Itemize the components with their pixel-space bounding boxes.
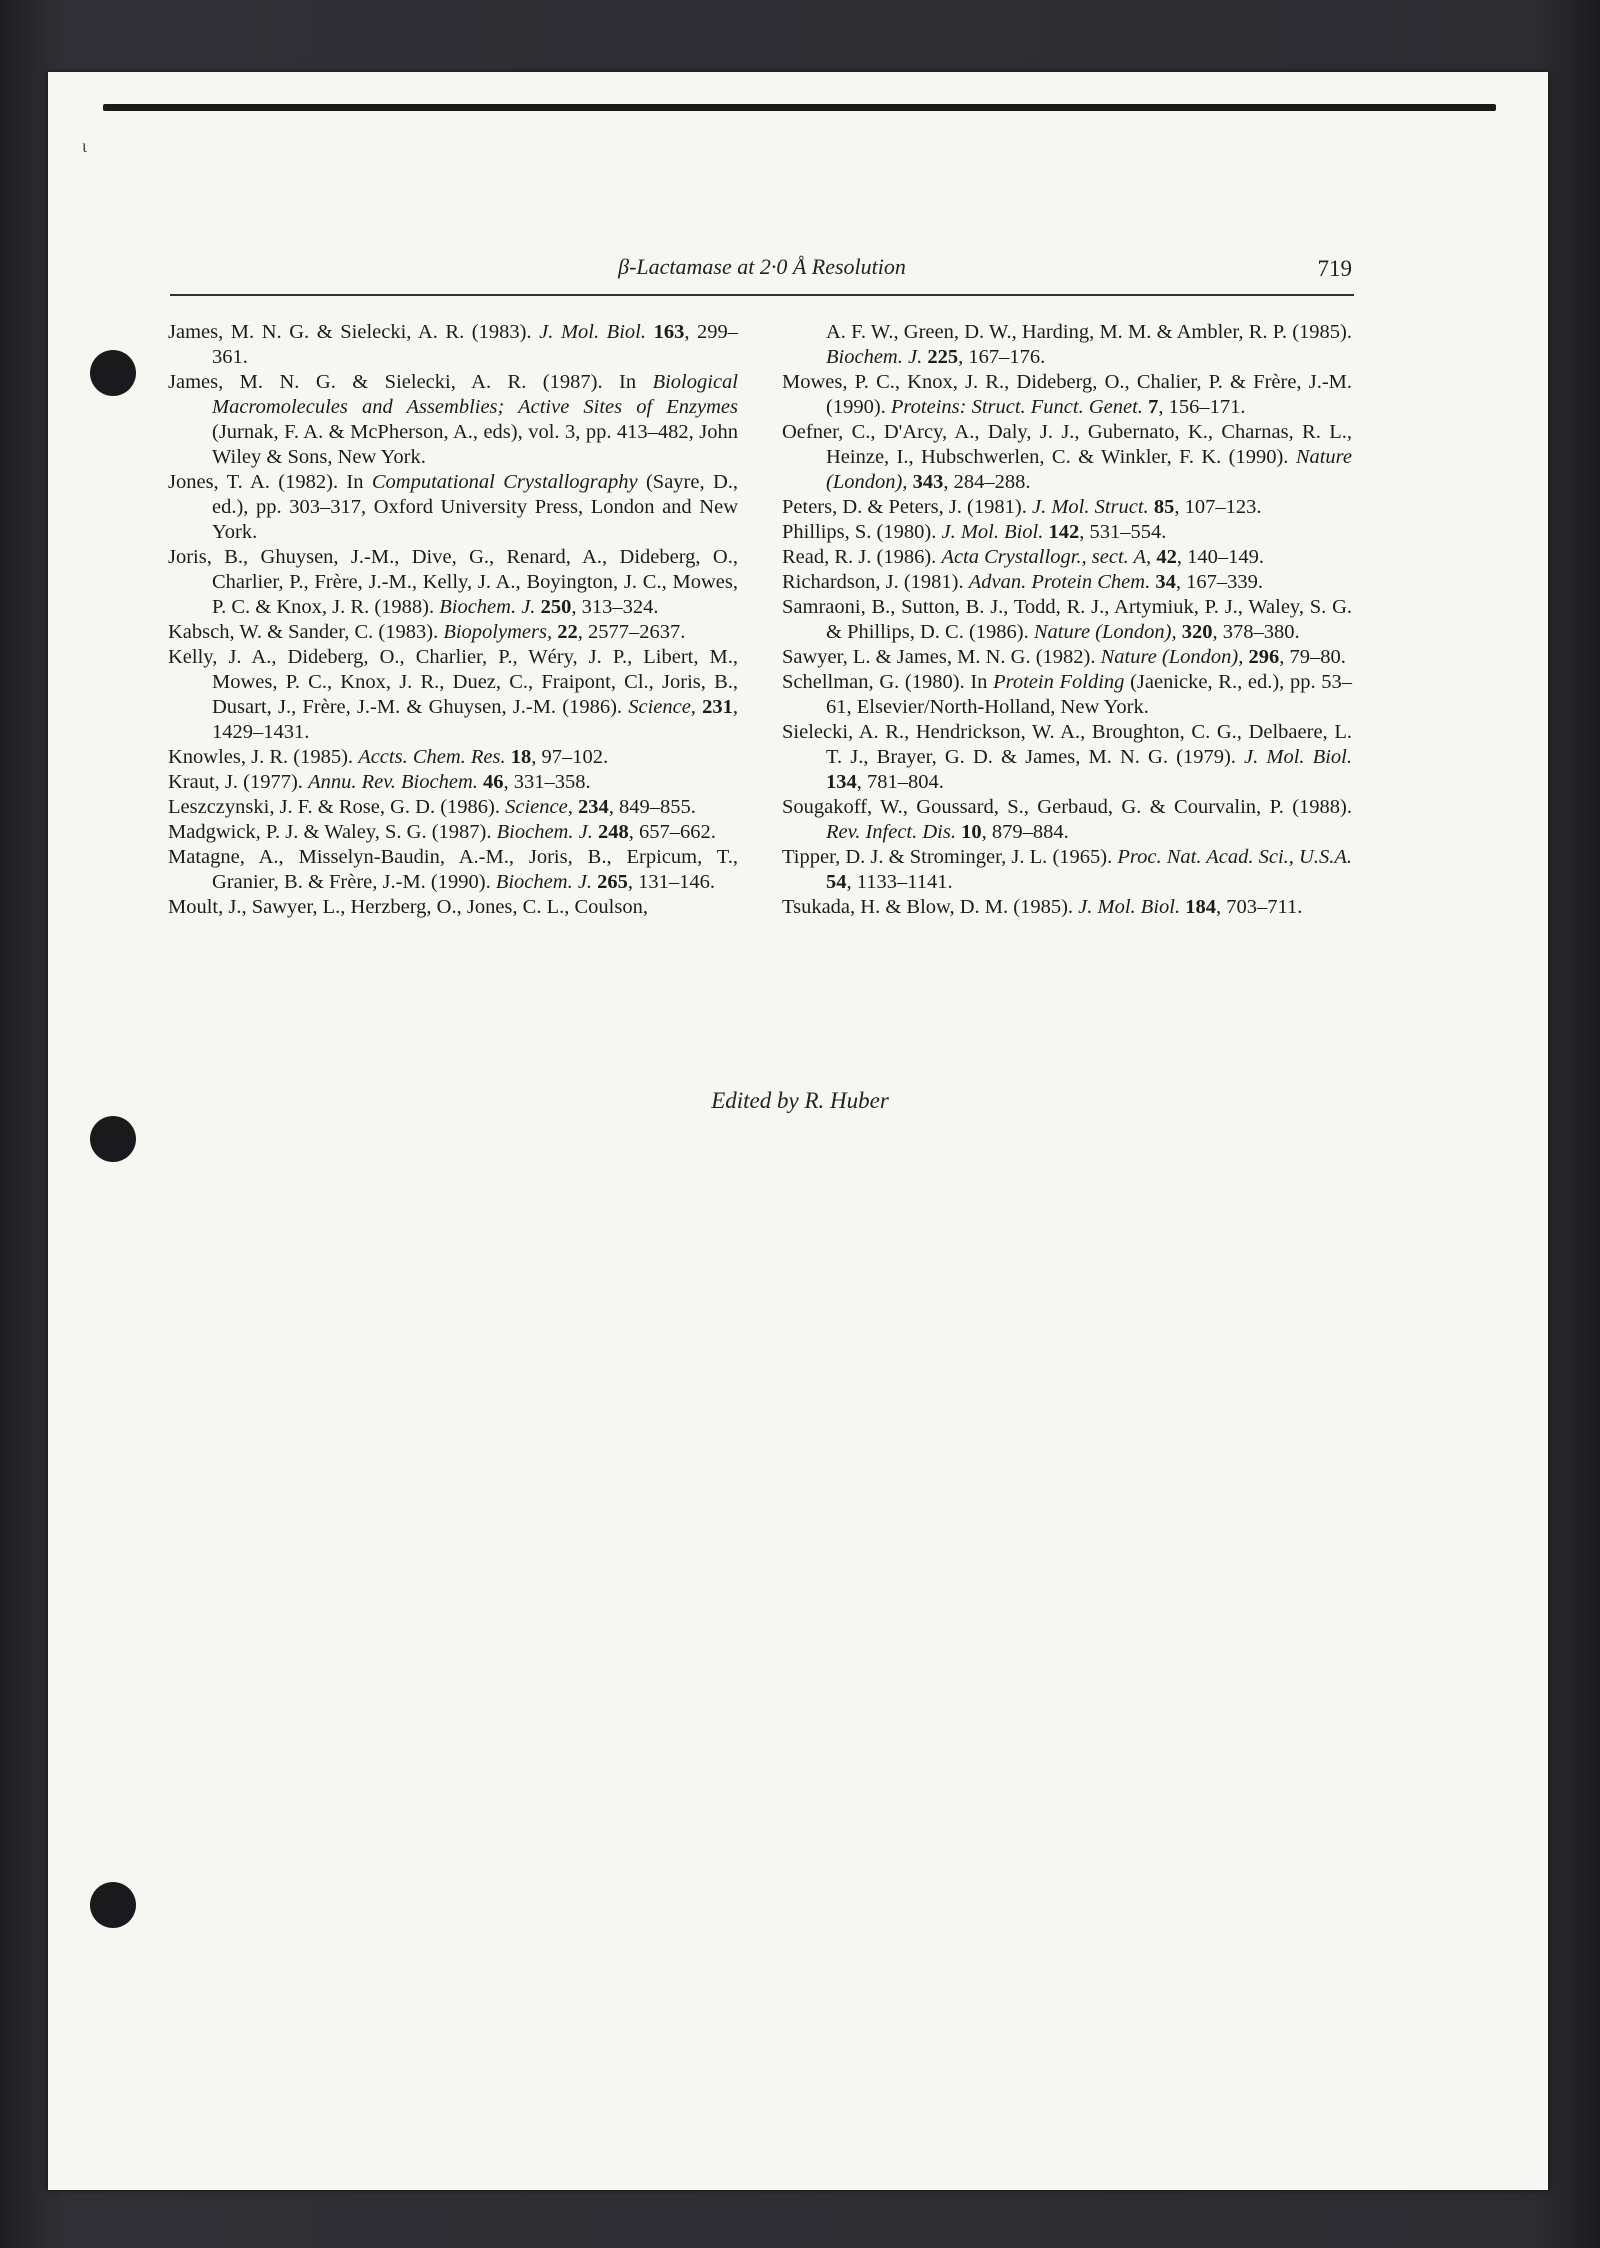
reference-post: , 107–123. <box>1174 496 1262 518</box>
reference-it: Nature (London), <box>1100 646 1244 668</box>
reference-post: , 703–711. <box>1215 896 1303 918</box>
reference-post: , 140–149. <box>1176 546 1264 568</box>
reference-pre: Jones, T. A. (1982). In <box>168 471 372 493</box>
reference-pre: Mowes, P. C., Knox, J. R., Dideberg, O., Chalier, P. & Frère, J.-M. (1990). <box>782 371 1352 418</box>
reference-bold: 142 <box>1048 521 1080 543</box>
punch-hole-top <box>90 350 136 396</box>
reference-pre: Kabsch, W. & Sander, C. (1983). <box>168 621 444 643</box>
page-number: 719 <box>1317 256 1352 281</box>
reference-pre: Joris, B., Ghuysen, J.-M., Dive, G., Renard, A., Dideberg, O., Charlier, P., Frère, J.-M., Kelly, J. A., Boyington, J. C., Mowes, P. C. & Knox, J. R. (1988). <box>168 546 738 618</box>
reference-bold: 184 <box>1185 896 1216 918</box>
reference-pre: Sougakoff, W., Goussard, S., Gerbaud, G. & Courvalin, P. (1988). <box>782 796 1352 818</box>
reference-it: J. Mol. Biol. <box>1244 746 1352 768</box>
reference-bold: 22 <box>557 621 578 643</box>
reference-it: Proc. Nat. Acad. Sci., U.S.A. <box>1117 846 1352 868</box>
reference-post: , 378–380. <box>1212 621 1300 643</box>
reference-pre: Kelly, J. A., Dideberg, O., Charlier, P., Wéry, J. P., Libert, M., Mowes, P. C., Knox, J. R., Duez, C., Fraipont, Cl., Joris, B., Dusart, J., Frère, J.-M. & Ghuysen, J.-M. (1986). <box>168 646 738 718</box>
reference-entry <box>168 820 738 845</box>
reference-entry <box>168 370 738 470</box>
reference-it: J. Mol. Biol. <box>539 321 646 343</box>
reference-post: , 781–804. <box>856 771 944 793</box>
reference-entry <box>782 720 1352 795</box>
reference-post: , 131–146. <box>627 871 716 893</box>
reference-mid <box>646 321 654 343</box>
reference-mid: (Sayre, D., ed.), pp. 303–317, Oxford University Press, London and New York. <box>212 471 739 543</box>
reference-entry <box>782 645 1352 670</box>
reference-it: Rev. Infect. Dis. <box>826 821 956 843</box>
reference-pre: Madgwick, P. J. & Waley, S. G. (1987). <box>168 821 497 843</box>
reference-post: , 97–102. <box>531 746 609 768</box>
editor-note: Edited by R. Huber <box>711 1088 889 1113</box>
reference-post: , 879–884. <box>981 821 1069 843</box>
reference-entry <box>782 320 1352 370</box>
reference-it: Science, <box>628 696 696 718</box>
reference-entry <box>782 595 1352 645</box>
margin-mark: ɩ <box>82 136 87 156</box>
reference-bold: 18 <box>510 746 532 768</box>
reference-bold: 85 <box>1153 496 1175 518</box>
reference-entry <box>168 770 738 795</box>
reference-pre: James, M. N. G. & Sielecki, A. R. (1983). <box>168 321 540 343</box>
reference-entry <box>782 845 1352 895</box>
reference-post: , 531–554. <box>1079 521 1167 543</box>
reference-it: Accts. Chem. Res. <box>358 746 506 768</box>
reference-bold: 234 <box>577 796 609 818</box>
reference-pre: Read, R. J. (1986). <box>782 546 942 568</box>
reference-bold: 320 <box>1181 621 1213 643</box>
reference-pre: Knowles, J. R. (1985). <box>168 746 359 768</box>
reference-entry <box>168 895 738 920</box>
reference-entry <box>782 545 1352 570</box>
reference-pre: Leszczynski, J. F. & Rose, G. D. (1986). <box>168 796 506 818</box>
reference-entry <box>168 845 738 895</box>
reference-entry <box>168 470 738 545</box>
reference-bold: 134 <box>826 771 857 793</box>
reference-bold: 343 <box>912 471 944 493</box>
reference-it: Biochem. J. <box>439 596 536 618</box>
reference-bold: 163 <box>653 321 685 343</box>
reference-it: J. Mol. Biol. <box>1078 896 1181 918</box>
reference-pre: Kraut, J. (1977). <box>168 771 309 793</box>
reference-pre: Tsukada, H. & Blow, D. M. (1985). <box>782 896 1079 918</box>
reference-pre: Tipper, D. J. & Strominger, J. L. (1965). <box>782 846 1118 868</box>
reference-entry <box>168 795 738 820</box>
running-title: β-Lactamase at 2·0 Å Resolution <box>618 254 906 279</box>
reference-pre: A. F. W., Green, D. W., Harding, M. M. & Ambler, R. P. (1985). <box>826 321 1352 343</box>
reference-mid: (Jaenicke, R., ed.), pp. 53–61, Elsevier/North-Holland, New York. <box>826 671 1352 718</box>
reference-it: Nature (London), <box>826 446 1352 493</box>
reference-it: Biochem. J. <box>496 821 593 843</box>
reference-pre: James, M. N. G. & Sielecki, A. R. (1987). In <box>168 371 653 393</box>
reference-post: , 167–176. <box>958 346 1046 368</box>
reference-bold: 248 <box>597 821 629 843</box>
reference-entry <box>168 320 738 370</box>
reference-pre: Sielecki, A. R., Hendrickson, W. A., Broughton, C. G., Delbaere, L. T. J., Brayer, G. D. & James, M. N. G. (1979). <box>782 721 1352 768</box>
reference-bold: 10 <box>961 821 982 843</box>
reference-pre: Schellman, G. (1980). In <box>782 671 994 693</box>
reference-pre: Peters, D. & Peters, J. (1981). <box>782 496 1032 518</box>
reference-bold: 34 <box>1155 571 1176 593</box>
reference-post: , 299–361. <box>212 321 739 368</box>
reference-post: , 167–339. <box>1175 571 1263 593</box>
reference-it: J. Mol. Struct. <box>1031 496 1149 518</box>
reference-post: , 2577–2637. <box>577 621 686 643</box>
reference-post: , 849–855. <box>608 796 696 818</box>
reference-post: , 657–662. <box>628 821 716 843</box>
reference-bold: 46 <box>483 771 504 793</box>
reference-it: Computational Crystallography <box>371 471 638 493</box>
reference-entry <box>782 520 1352 545</box>
top-rule <box>103 104 1496 111</box>
reference-mid: (Jurnak, F. A. & McPherson, A., eds), vol. 3, pp. 413–482, John Wiley & Sons, New York. <box>212 421 738 468</box>
reference-it: Biopolymers, <box>443 621 553 643</box>
reference-entry <box>168 620 738 645</box>
reference-it: Science, <box>505 796 573 818</box>
reference-entry <box>782 370 1352 420</box>
reference-it: Acta Crystallogr., sect. A, <box>941 546 1152 568</box>
reference-it: Nature (London), <box>1033 621 1177 643</box>
reference-post: , 284–288. <box>943 471 1031 493</box>
punch-hole-middle <box>90 1116 136 1162</box>
reference-entry <box>782 795 1352 845</box>
reference-bold: 296 <box>1248 646 1280 668</box>
reference-entry <box>168 645 738 745</box>
references-left-column <box>168 320 738 920</box>
reference-bold: 7 <box>1148 396 1159 418</box>
reference-it: Annu. Rev. Biochem. <box>308 771 478 793</box>
reference-bold: 231 <box>702 696 733 718</box>
reference-pre: Oefner, C., D'Arcy, A., Daly, J. J., Gubernato, K., Charnas, R. L., Heinze, I., Hubschwerlen, C. & Winkler, F. K. (1990). <box>782 421 1352 468</box>
reference-bold: 54 <box>826 871 847 893</box>
reference-it: J. Mol. Biol. <box>941 521 1044 543</box>
reference-post: , 156–171. <box>1158 396 1246 418</box>
reference-bold: 265 <box>597 871 628 893</box>
references-right-column <box>782 320 1352 920</box>
reference-entry <box>782 570 1352 595</box>
reference-entry <box>782 495 1352 520</box>
reference-post: , 1133–1141. <box>846 871 953 893</box>
punch-hole-bottom <box>90 1882 136 1928</box>
reference-entry <box>782 420 1352 495</box>
reference-it: Biochem. J. <box>826 346 923 368</box>
reference-bold: 225 <box>927 346 959 368</box>
reference-entry <box>782 670 1352 720</box>
reference-bold: 42 <box>1156 546 1177 568</box>
reference-it: Advan. Protein Chem. <box>968 571 1151 593</box>
reference-post: , 313–324. <box>571 596 659 618</box>
reference-post: , 79–80. <box>1279 646 1346 668</box>
running-head <box>170 248 1354 296</box>
reference-pre: Sawyer, L. & James, M. N. G. (1982). <box>782 646 1101 668</box>
reference-entry <box>168 545 738 620</box>
reference-it: Proteins: Struct. Funct. Genet. <box>890 396 1143 418</box>
reference-pre: Moult, J., Sawyer, L., Herzberg, O., Jones, C. L., Coulson, <box>168 896 648 918</box>
reference-pre: Richardson, J. (1981). <box>782 571 969 593</box>
reference-bold: 250 <box>540 596 572 618</box>
reference-it: Biochem. J. <box>495 871 593 893</box>
reference-pre: Matagne, A., Misselyn-Baudin, A.-M., Joris, B., Erpicum, T., Granier, B. & Frère, J.-M. (1990). <box>168 846 738 893</box>
reference-entry <box>782 895 1352 920</box>
reference-pre: Phillips, S. (1980). <box>782 521 942 543</box>
reference-pre: Samraoni, B., Sutton, B. J., Todd, R. J., Artymiuk, P. J., Waley, S. G. & Phillips, D. C. (1986). <box>782 596 1352 643</box>
reference-post: , 1429–1431. <box>212 696 739 743</box>
reference-entry <box>168 745 738 770</box>
reference-it: Biological Macromolecules and Assemblies; Active Sites of Enzymes <box>212 371 738 418</box>
reference-it: Protein Folding <box>993 671 1125 693</box>
reference-post: , 331–358. <box>503 771 591 793</box>
